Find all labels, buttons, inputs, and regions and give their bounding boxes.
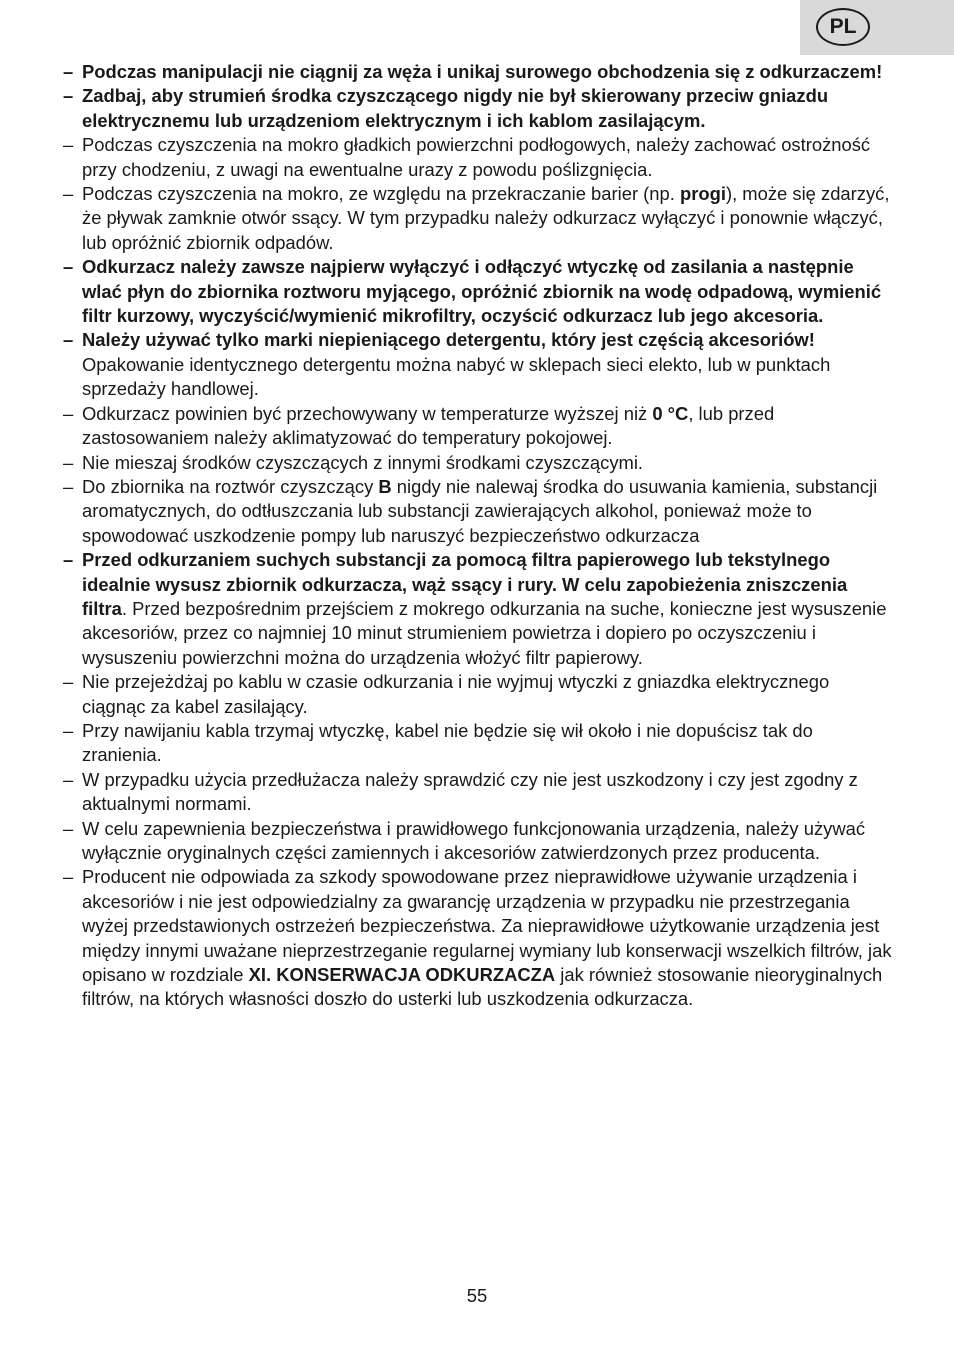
item-text: [82, 182, 893, 255]
item-text: Nie mieszaj środków czyszczących z innymi środkami czyszczącymi.: [82, 451, 644, 473]
list-dash: –: [63, 256, 74, 278]
list-dash: –: [63, 719, 74, 741]
list-dash: –: [63, 549, 74, 571]
language-badge: PL: [816, 8, 870, 46]
item-text: W przypadku użycia przedłużacza należy sprawdzić czy nie jest uszkodzony i czy jest zgodny z aktualnymi normami.: [82, 768, 858, 815]
item-text: [82, 548, 893, 670]
list-item: [63, 670, 893, 719]
text-segment: Do zbiornika na roztwór czyszczący: [82, 475, 379, 497]
list-item: [63, 719, 893, 768]
list-item: [63, 865, 893, 1011]
list-dash: –: [63, 402, 74, 424]
text-segment: ), może się zdarzyć, że pływak zamknie otwór ssący. W tym przypadku należy odkurzacz wyłączyć i ponownie włączyć, lub opróżnić zbiornik odpadów.: [82, 183, 890, 253]
list-item: [63, 402, 893, 451]
item-text: [82, 402, 893, 451]
emphasis: Przed odkurzaniem suchych substancji za pomocą filtra papierowego lub tekstylnego idealnie wysusz zbiornik odkurzacza, wąż ssący i rury. W celu zapobieżenia zniszczenia filtra: [82, 549, 848, 619]
item-text: Zadbaj, aby strumień środka czyszczącego nigdy nie był skierowany przeciw gniazdu elektrycznemu lub urządzeniom elektrycznym i ich kablom zasilającym.: [82, 85, 829, 131]
list-item: [63, 475, 893, 548]
emphasis: 0 °C: [652, 402, 689, 424]
page-number: 55: [466, 1285, 488, 1306]
list-dash: –: [63, 451, 74, 473]
item-text: [82, 328, 893, 401]
item-text: Podczas czyszczenia na mokro gładkich powierzchni podłogowych, należy zachować ostrożność przy chodzeniu, z uwagi na ewentualne urazy z powodu poślizgnięcia.: [82, 134, 871, 180]
text-segment: . Przed bezpośrednim przejściem z mokrego odkurzania na suche, konieczne jest wysuszenie akcesoriów, przez co najmniej 10 minut strumieniem powietrza i dopiero po oczyszczeniu i wysuszeniu powierzchni można do urządzenia włożyć filtr papierowy.: [82, 597, 887, 668]
text-segment: Opakowanie identycznego detergentu można nabyć w sklepach sieci elekto, lub w punktach sprzedaży handlowej.: [82, 353, 831, 400]
list-item: [63, 768, 893, 817]
text-segment: Producent nie odpowiada za szkody spowodowane przez nieprawidłowe używanie urządzenia i akcesoriów i nie jest odpowiedzialny za gwarancję urządzenia w przypadku nie przestrzegania wyżej przedstawionych ostrzeżeń bezpieczeństwa. Za nieprawidłowe użytkowanie urządzenia jest między innymi uważane nieprzestrzeganie regularnej wymiany lub konserwacji wszelkich filtrów, jak opisano w rozdziale: [82, 866, 892, 986]
text-segment: jak również stosowanie nieoryginalnych filtrów, na których własności doszło do usterki lub uszkodzenia odkurzacza.: [82, 964, 883, 1010]
list-item: [63, 60, 893, 84]
language-tab: [800, 0, 954, 55]
list-dash: –: [63, 61, 74, 82]
item-text: Nie przejeżdżaj po kablu w czasie odkurzania i nie wyjmuj wtyczki z gniazdka elektrycznego ciągnąc za kabel zasilający.: [82, 671, 830, 717]
item-text: W celu zapewnienia bezpieczeństwa i prawidłowego funkcjonowania urządzenia, należy używać wyłącznie oryginalnych części zamiennych i akcesoriów zatwierdzonych przez producenta.: [82, 817, 866, 863]
item-text: Przy nawijaniu kabla trzymaj wtyczkę, kabel nie będzie się wił około i nie dopuścisz tak do zranienia.: [82, 719, 813, 766]
text-segment: Podczas czyszczenia na mokro, ze względu na przekraczanie barier (np.: [82, 183, 680, 205]
list-item: [63, 328, 893, 401]
item-text: [82, 475, 893, 548]
list-dash: –: [63, 85, 74, 107]
list-item: [63, 182, 893, 255]
item-text: [82, 865, 893, 1011]
list-item: [63, 255, 893, 328]
emphasis: progi: [679, 183, 726, 205]
list-dash: –: [63, 768, 74, 790]
list-dash: –: [63, 475, 74, 497]
list-item: [63, 133, 893, 182]
list-dash: –: [63, 817, 74, 839]
list-dash: –: [63, 866, 74, 888]
list-item: [63, 451, 893, 475]
text-segment: , lub przed zastosowaniem należy aklimatyzować do temperatury pokojowej.: [82, 402, 775, 449]
safety-instructions: [63, 60, 893, 1012]
list-dash: –: [63, 183, 74, 205]
list-dash: –: [63, 134, 74, 156]
emphasis: B: [378, 475, 392, 497]
list-dash: –: [63, 671, 74, 693]
item-text: Podczas manipulacji nie ciągnij za węża i unikaj surowego obchodzenia się z odkurzaczem!: [82, 61, 883, 82]
text-segment: Odkurzacz powinien być przechowywany w temperaturze wyższej niż: [82, 402, 653, 424]
list-item: [63, 84, 893, 133]
list-dash: –: [63, 329, 74, 351]
text-segment: nigdy nie nalewaj środka do usuwania kamienia, substancji aromatycznych, do odtłuszczania lub substancji zawierających alkohol, ponieważ może to spowodować uszkodzenie pompy lub naruszyć bezpieczeństwo odkurzacza: [82, 475, 878, 546]
list-item: [63, 817, 893, 866]
item-text: Odkurzacz należy zawsze najpierw wyłączyć i odłączyć wtyczkę od zasilania a następnie wlać płyn do zbiornika roztworu myjącego, opróżnić zbiornik na wodę odpadową, wymienić filtr kurzowy, wyczyścić/wymienić mikrofiltry, oczyścić odkurzacz lub jego akcesoria.: [82, 256, 882, 327]
list-item: [63, 548, 893, 670]
emphasis: Należy używać tylko marki niepieniącego detergentu, który jest częścią akcesoriów!: [82, 329, 815, 351]
emphasis: XI. KONSERWACJA ODKURZACZA: [248, 964, 556, 986]
